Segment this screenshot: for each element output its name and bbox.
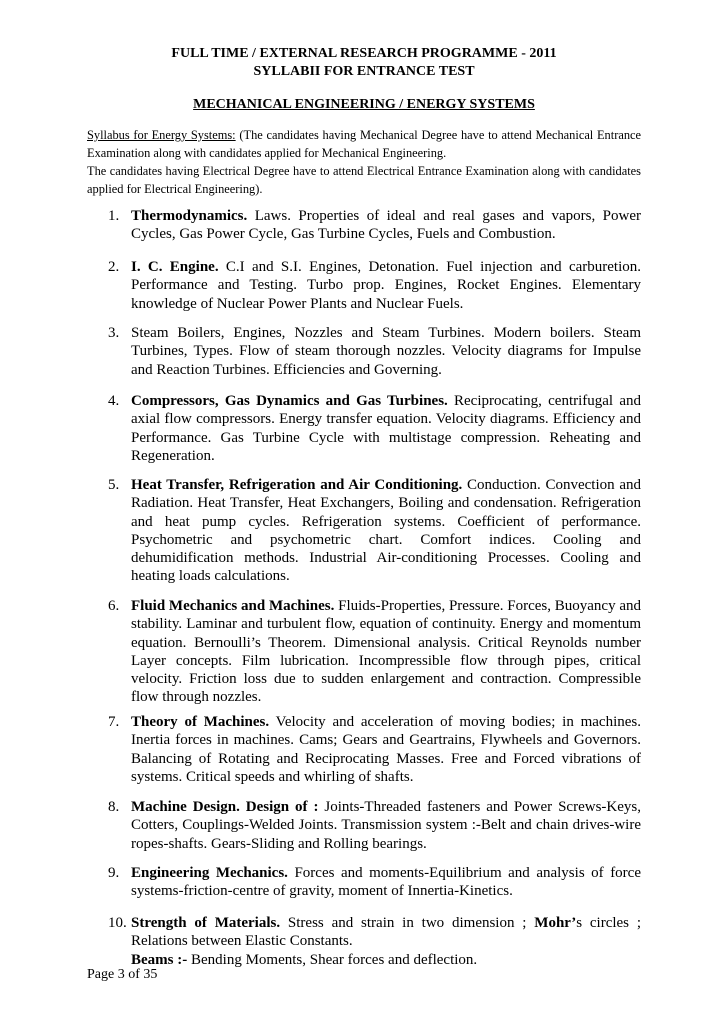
item-text: Stress and strain in two dimension ; (280, 915, 535, 931)
item-title: Engineering Mechanics. (131, 865, 288, 881)
item-text: Forces and moments-Equilibrium and analysis of force systems-friction-centre of gravity, moment of Innertia-Kinetics. (131, 865, 641, 900)
item-subtext-beams: Bending Moments, Shear forces and deflection. (187, 951, 478, 968)
item-title: Theory of Machines. (131, 714, 270, 730)
list-item (108, 324, 641, 379)
item-number: 1. (108, 208, 120, 224)
intro-paragraph-mechanical (87, 126, 641, 162)
item-title-mohr: Mohr’ (534, 915, 577, 931)
item-title: Thermodynamics. (131, 208, 248, 224)
item-text: Joints-Threaded fasteners and Power Screws-Keys, Cotters, Couplings-Welded Joints. Transmission system :-Belt and chain drives-wire ropes-shafts. Gears-Sliding and Rolling bearings. (131, 799, 641, 852)
item-title: Fluid Mechanics and Machines. (131, 598, 335, 614)
item-title: Compressors, Gas Dynamics and Gas Turbines. (131, 393, 448, 409)
item-text: C.I and S.I. Engines, Detonation. Fuel injection and carburetion. Performance and Testing. Turbo prop. Engines, Rocket Engines. Elementary knowledge of Nuclear Power Plants and Nuclear Fuels. (131, 259, 641, 312)
intro-label: Syllabus for Energy Systems: (87, 128, 236, 142)
list-item (108, 597, 641, 707)
list-item (108, 392, 641, 465)
item-title: Strength of Materials. (131, 915, 281, 931)
item-number: 7. (108, 714, 120, 730)
item-number: 3. (108, 325, 120, 341)
item-text: Reciprocating, centrifugal and axial flow compressors. Energy transfer equation. Velocity diagrams. Efficiency and Performance. Gas Turbine Cycle with multistage compression. Reheating and Regeneration. (131, 393, 641, 464)
intro-text-1: (The candidates having Mechanical Degree have to attend Mechanical Entrance Examination along with candidates applied for Mechanical Engineering. (87, 128, 642, 160)
item-subtitle-beams: Beams :- (131, 951, 188, 968)
list-item (108, 476, 641, 586)
item-title: Machine Design. Design of : (131, 799, 319, 815)
subject-heading: MECHANICAL ENGINEERING / ENERGY SYSTEMS (193, 97, 535, 112)
list-item (108, 713, 641, 786)
item-text: Velocity and acceleration of moving bodies; in machines. Inertia forces in machines. Cams; Gears and Geartrains, Flywheels and Governors. Balancing of Rotating and Reciprocating Masses. Free and Forced vibrations of systems. Critical speeds and whirling of shafts. (131, 714, 641, 785)
list-item (108, 914, 641, 969)
item-number: 8. (108, 799, 120, 815)
item-number: 5. (108, 477, 120, 493)
list-item (108, 207, 641, 244)
list-item (108, 258, 641, 313)
item-text: Conduction. Convection and Radiation. Heat Transfer, Heat Exchangers, Boiling and condensation. Refrigeration and heat pump cycles. Refrigeration systems. Coefficient of performance. Psychometric and psychometric chart. Comfort indices. Cooling and dehumidification methods. Industrial Air-conditioning Processes. Cooling and heating loads calculations. (131, 477, 641, 585)
item-text-mohr: s circles ; Relations between Elastic Constants. (131, 915, 641, 950)
page-number: Page 3 of 35 (87, 967, 158, 982)
item-number: 6. (108, 598, 120, 614)
item-text: Laws. Properties of ideal and real gases and vapors, Power Cycles, Gas Power Cycle, Gas Turbine Cycles, Fuels and Combustion. (131, 208, 641, 243)
item-title: Heat Transfer, Refrigeration and Air Conditioning. (131, 477, 463, 493)
item-number: 2. (108, 259, 120, 275)
item-text: Steam Boilers, Engines, Nozzles and Steam Turbines. Modern boilers. Steam Turbines, Types. Flow of steam thorough nozzles. Velocity diagrams for Impulse and Reaction Turbines. Efficiencies and Governing. (131, 325, 641, 378)
list-item (108, 864, 641, 901)
item-number: 9. (108, 865, 120, 881)
list-item (108, 798, 641, 853)
programme-title: FULL TIME / EXTERNAL RESEARCH PROGRAMME - 2011 (171, 46, 557, 61)
item-number: 10. (108, 915, 127, 931)
item-number: 4. (108, 393, 120, 409)
syllabus-title: SYLLABII FOR ENTRANCE TEST (253, 64, 475, 79)
item-title: I. C. Engine. (131, 259, 219, 275)
item-text: Fluids-Properties, Pressure. Forces, Buoyancy and stability. Laminar and turbulent flow, equation of continuity. Energy and momentum equation. Bernoulli’s Theorem. Dimensional analysis. Critical Reynolds number Layer concepts. Film lubrication. Incompressible flow through pipes, critical velocity. Friction loss due to sudden enlargement and contraction. Compressible flow through nozzles. (131, 598, 641, 706)
intro-paragraph-electrical: The candidates having Electrical Degree have to attend Electrical Entrance Examination along with candidates applied for Electrical Engineering). (87, 164, 641, 196)
